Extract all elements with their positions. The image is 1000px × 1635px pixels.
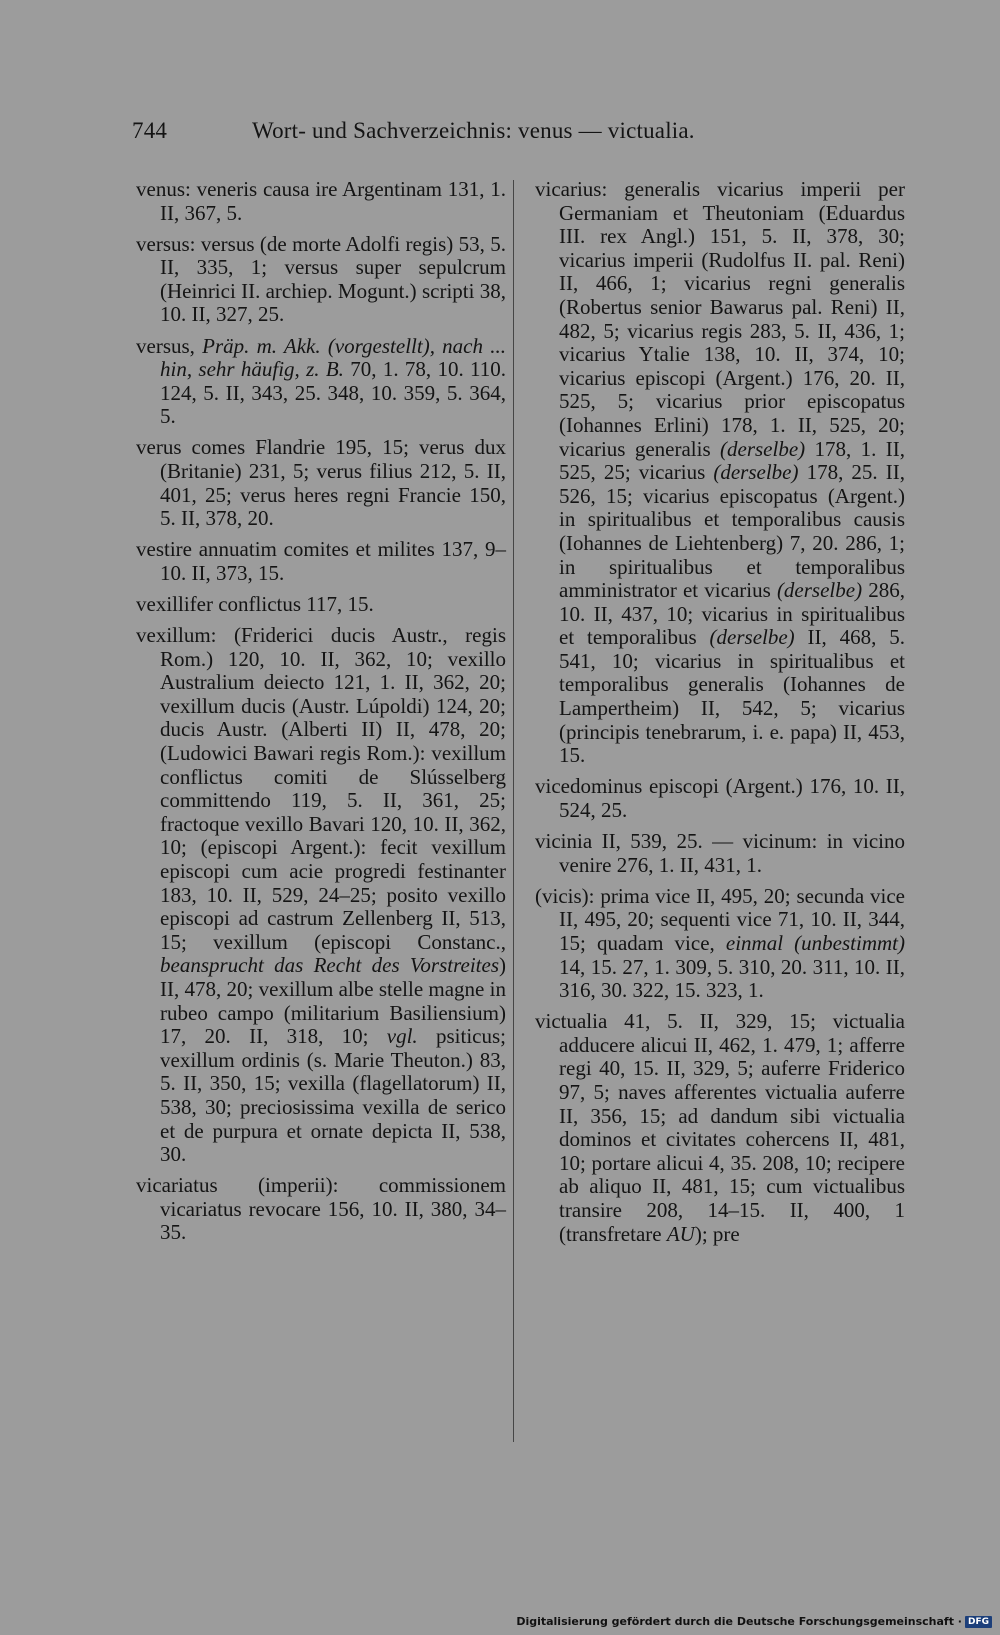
index-entry: vicinia II, 539, 25. — vicinum: in vicino venire 276, 1. II, 431, 1.: [535, 829, 905, 877]
footer-credit: [516, 1615, 992, 1628]
page-header: [132, 118, 772, 144]
column-divider: [513, 180, 514, 1442]
right-column: [535, 178, 905, 1254]
index-entry: vexillum: (Friderici ducis Austr., regis Rom.) 120, 10. II, 362, 10; vexillo Australium deiecto 121, 1. II, 362, 20; vexillum ducis (Austr. Lúpoldi) 124, 20; ducis Austr. (Alberti II) II, 478, 20; (Ludowici Bawari regis Rom.): vexillum conflictus comiti de Slússelberg committendo 119, 5. II, 361, 25; fractoque vexillo Bavari 120, 10. II, 362, 10; (episcopi Argent.): fecit vexillum episcopi cum acie progredi festinanter 183, 10. II, 529, 24–25; posito vexillo episcopi ad castrum Zellenberg II, 513, 15; vexillum (episcopi Constanc., beansprucht das Recht des Vorstreites) II, 478, 20; vexillum albe stelle magne in rubeo campo (militarium Basiliensium) 17, 20. II, 318, 10; vgl. psiticus; vexillum ordinis (s. Marie Theuton.) 83, 5. II, 350, 15; vexilla (flagellatorum) II, 538, 30; preciosissima vexilla de serico et de purpura et ornate depicta II, 538, 30.: [136, 623, 506, 1167]
dfg-logo: DFG: [965, 1616, 992, 1628]
index-entry: victualia 41, 5. II, 329, 15; victualia adducere alicui II, 462, 1. 479, 1; afferre regi 40, 15. II, 329, 5; auferre Friderico 97, 5; naves afferentes victualia auferre II, 356, 15; ad dandum sibi victualia dominos et civitates cohercens II, 481, 10; portare alicui 4, 35. 208, 10; recipere ab aliquo II, 481, 15; cum victualibus transire 208, 14–15. II, 400, 1 (transfretare AU); pre: [535, 1009, 905, 1246]
index-entry: (vicis): prima vice II, 495, 20; secunda vice II, 495, 20; sequenti vice 71, 10. II, 344, 15; quadam vice, einmal (unbestimmt) 14, 15. 27, 1. 309, 5. 310, 20. 311, 10. II, 316, 30. 322, 15. 323, 1.: [535, 883, 905, 1003]
page-number: 744: [132, 118, 168, 143]
index-entry: versus, Präp. m. Akk. (vorgestellt), nach ... hin, sehr häufig, z. B. 70, 1. 78, 10. 110. 124, 5. II, 343, 25. 348, 10. 359, 5. 364, 5.: [136, 333, 506, 429]
index-entry: vicariatus (imperii): commissionem vicariatus revocare 156, 10. II, 380, 34–35.: [136, 1173, 506, 1245]
index-entry: verus comes Flandrie 195, 15; verus dux (Britanie) 231, 5; verus filius 212, 5. II, 401, 25; verus heres regni Francie 150, 5. II, 378, 20.: [136, 435, 506, 531]
page-title: Wort- und Sachverzeichnis: venus — victualia.: [252, 118, 695, 143]
left-column: [136, 178, 506, 1253]
index-entry: vestire annuatim comites et milites 137, 9–10. II, 373, 15.: [136, 537, 506, 585]
index-entry: venus: veneris causa ire Argentinam 131, 1. II, 367, 5.: [136, 177, 506, 225]
index-entry: versus: versus (de morte Adolfi regis) 53, 5. II, 335, 1; versus super sepulcrum (Heinrici II. archiep. Mogunt.) scripti 38, 10. II, 327, 25.: [136, 231, 506, 327]
index-entry: vexillifer conflictus 117, 15.: [136, 592, 374, 616]
footer-text: Digitalisierung gefördert durch die Deutsche Forschungsgemeinschaft ·: [516, 1615, 962, 1628]
index-entry: vicedominus episcopi (Argent.) 176, 10. II, 524, 25.: [535, 774, 905, 822]
index-entry: vicarius: generalis vicarius imperii per Germaniam et Theutoniam (Eduardus III. rex Angl.) 151, 5. II, 378, 30; vicarius imperii (Rudolfus II. pal. Reni) II, 466, 1; vicarius regni generalis (Robertus senior Bawarus pal. Reni) II, 482, 5; vicarius regis 283, 5. II, 436, 1; vicarius Ytalie 138, 10. II, 374, 10; vicarius episcopi (Argent.) 176, 20. II, 525, 5; vicarius prior episcopatus (Iohannes Erlini) 178, 1. II, 525, 20; vicarius generalis (derselbe) 178, 1. II, 525, 25; vicarius (derselbe) 178, 25. II, 526, 15; vicarius episcopatus (Argent.) in spiritualibus et temporalibus causis (Iohannes de Liehtenberg) 7, 20. 286, 1; in spiritualibus et temporalibus amministrator et vicarius (derselbe) 286, 10. II, 437, 10; vicarius in spiritualibus et temporalibus (derselbe) II, 468, 5. 541, 10; vicarius in spiritualibus et temporalibus generalis (Iohannes de Lampertheim) II, 542, 5; vicarius (principis tenebrarum, i. e. papa) II, 453, 15.: [535, 177, 905, 768]
